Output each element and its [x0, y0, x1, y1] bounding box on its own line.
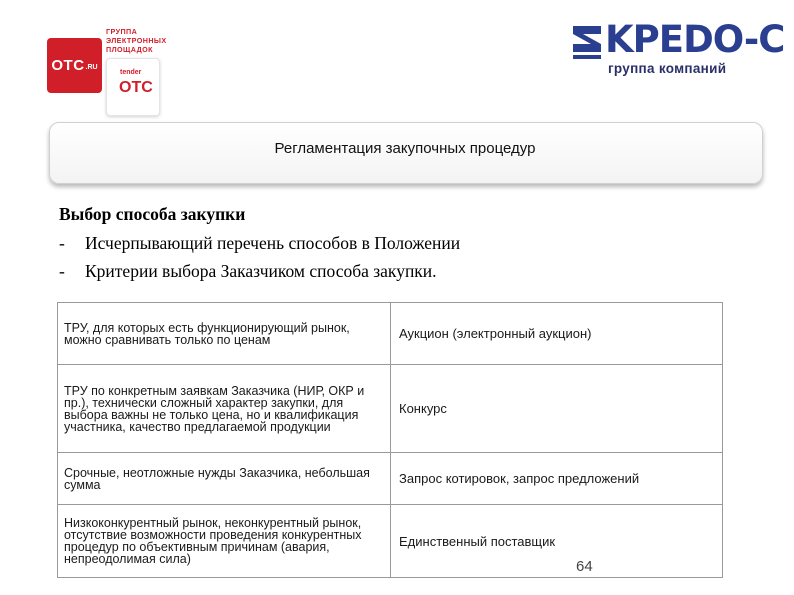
page-title: Регламентация закупочных процедур [274, 140, 536, 157]
table-row [58, 453, 722, 505]
otc-group-line-3: ПЛОЩАДОК [106, 45, 153, 54]
otc-group-line-1: ГРУППА [106, 27, 138, 36]
criteria-cell: Срочные, неотложные нужды Заказчика, небольшая сумма [58, 453, 391, 504]
table-row [58, 303, 722, 365]
kredo-logo-name: KPEDO-C [605, 18, 785, 61]
bullet-item [59, 261, 437, 282]
bullet-dash: - [59, 261, 65, 281]
bullet-dash: - [59, 233, 65, 253]
method-cell: Аукцион (электронный аукцион) [399, 326, 592, 341]
otc-group-caption [106, 27, 196, 54]
table-row [58, 365, 722, 453]
otc-logo-ru: .RU [85, 63, 98, 71]
otc-group-line-2: ЭЛЕКТРОННЫХ [106, 36, 167, 45]
kredo-logo-icon [571, 24, 603, 62]
bullet-text: Исчерпывающий перечень способов в Положении [85, 233, 461, 253]
procurement-method-table [57, 302, 723, 578]
criteria-cell: ТРУ, для которых есть функционирующий рынок, можно сравнивать только по ценам [58, 303, 391, 364]
bullet-item [59, 233, 460, 254]
otc-logo [47, 38, 102, 93]
method-cell: Единственный поставщик [399, 533, 556, 549]
page-number: 64 [576, 558, 593, 575]
otc-tender-label: tender [120, 69, 142, 76]
kredo-logo-subtitle: группа компаний [608, 61, 727, 76]
criteria-cell: Низкоконкурентный рынок, неконкурентный рынок, отсутствие возможности проведения конкурентных процедур по объективным причинам (авария, непреодолимая сила) [58, 505, 391, 577]
otc-tender-logo [106, 58, 160, 116]
otc-logo-text: OTC [51, 57, 85, 74]
method-cell: Запрос котировок, запрос предложений [399, 471, 640, 486]
criteria-cell: ТРУ по конкретным заявкам Заказчика (НИР, ОКР и пр.), технически сложный характер закупки, для выбора важны не только цена, но и квалификация участника, качество предлагаемой продукции [58, 365, 391, 452]
section-heading: Выбор способа закупки [59, 204, 246, 224]
otc-tender-text: OTC [119, 79, 153, 96]
table-row [58, 505, 722, 577]
method-cell: Конкурс [399, 401, 447, 416]
bullet-text: Критерии выбора Заказчиком способа закупки. [85, 261, 437, 281]
